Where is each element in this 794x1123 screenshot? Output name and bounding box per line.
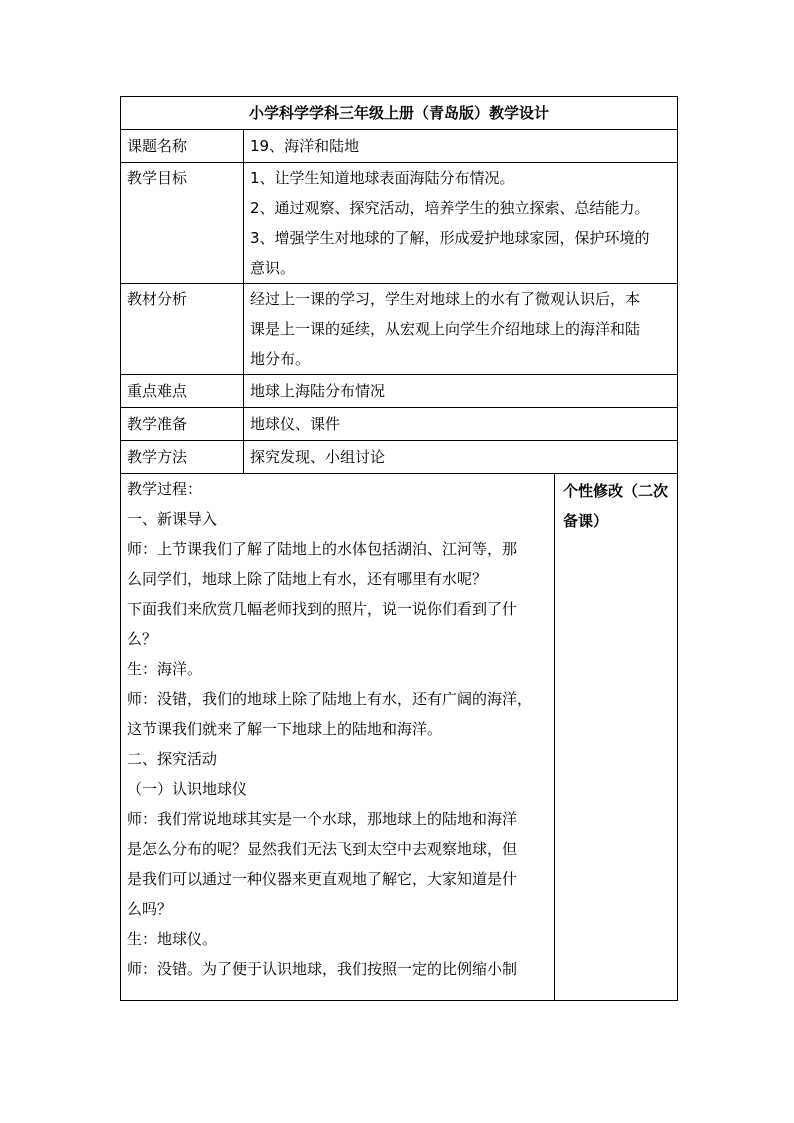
process-line: 下面我们来欣赏几幅老师找到的照片，说一说你们看到了什: [127, 600, 518, 618]
process-line: 师：上节课我们了解了陆地上的水体包括湖泊、江河等，那: [127, 540, 518, 558]
row-line: 探究发现、小组讨论: [250, 448, 386, 466]
lesson-plan-document: [120, 96, 677, 1001]
process-line: 生：海洋。: [127, 660, 203, 678]
row-line: 2、通过观察、探究活动，培养学生的独立探索、总结能力。: [250, 199, 650, 217]
row-method: [121, 441, 678, 474]
row-analysis: [121, 284, 678, 375]
process-line: 师：没错，我们的地球上除了陆地上有水，还有广阔的海洋，: [127, 690, 533, 708]
row-objectives: [121, 163, 678, 284]
process-body: [121, 474, 555, 1001]
row-line: 意识。: [250, 259, 296, 277]
row-label: 课题名称: [121, 130, 244, 163]
process-line: 么吗？: [127, 900, 173, 918]
row-label: 教材分析: [121, 284, 244, 375]
row-line: 地球上海陆分布情况: [250, 382, 386, 400]
lesson-plan-table: [120, 96, 678, 1001]
revision-label: 备课）: [563, 512, 609, 530]
row-value: [244, 163, 678, 284]
row-topic: [121, 130, 678, 163]
row-value: [244, 130, 678, 163]
row-key-points: [121, 375, 678, 408]
process-line: （一）认识地球仪: [127, 780, 248, 798]
process-line: 教学过程：: [127, 480, 203, 498]
process-line: 生：地球仪。: [127, 930, 218, 948]
process-line: 是怎么分布的呢？显然我们无法飞到太空中去观察地球，但: [127, 840, 518, 858]
row-line: 1、让学生知道地球表面海陆分布情况。: [250, 169, 515, 187]
row-line: 地分布。: [250, 350, 311, 368]
row-line: 地球仪、课件: [250, 415, 341, 433]
row-value: [244, 284, 678, 375]
process-line: 这节课我们就来了解一下地球上的陆地和海洋。: [127, 720, 443, 738]
row-label: 重点难点: [121, 375, 244, 408]
row-value: [244, 441, 678, 474]
row-label: 教学准备: [121, 408, 244, 441]
revision-label: 个性修改（二次: [563, 482, 669, 500]
revision-notes-column: [555, 474, 678, 1001]
process-line: 是我们可以通过一种仪器来更直观地了解它，大家知道是什: [127, 870, 518, 888]
row-value: [244, 408, 678, 441]
row-line: 19、海洋和陆地: [250, 137, 360, 155]
document-title: 小学科学学科三年级上册（青岛版）教学设计: [121, 97, 678, 130]
process-line: 么？: [127, 630, 158, 648]
row-line: 3、增强学生对地球的了解，形成爱护地球家园，保护环境的: [250, 229, 650, 247]
process-line: 么同学们，地球上除了陆地上有水，还有哪里有水呢？: [127, 570, 488, 588]
process-line: 二、探究活动: [127, 750, 218, 768]
process-line: 一、新课导入: [127, 510, 218, 528]
process-line: 师：我们常说地球其实是一个水球，那地球上的陆地和海洋: [127, 810, 518, 828]
row-value: [244, 375, 678, 408]
row-label: 教学目标: [121, 163, 244, 284]
row-label: 教学方法: [121, 441, 244, 474]
row-preparation: [121, 408, 678, 441]
row-line: 课是上一课的延续，从宏观上向学生介绍地球上的海洋和陆: [250, 320, 641, 338]
row-process: [121, 474, 678, 1001]
row-line: 经过上一课的学习，学生对地球上的水有了微观认识后，本: [250, 290, 641, 308]
process-line: 师：没错。为了便于认识地球，我们按照一定的比例缩小制: [127, 960, 518, 978]
